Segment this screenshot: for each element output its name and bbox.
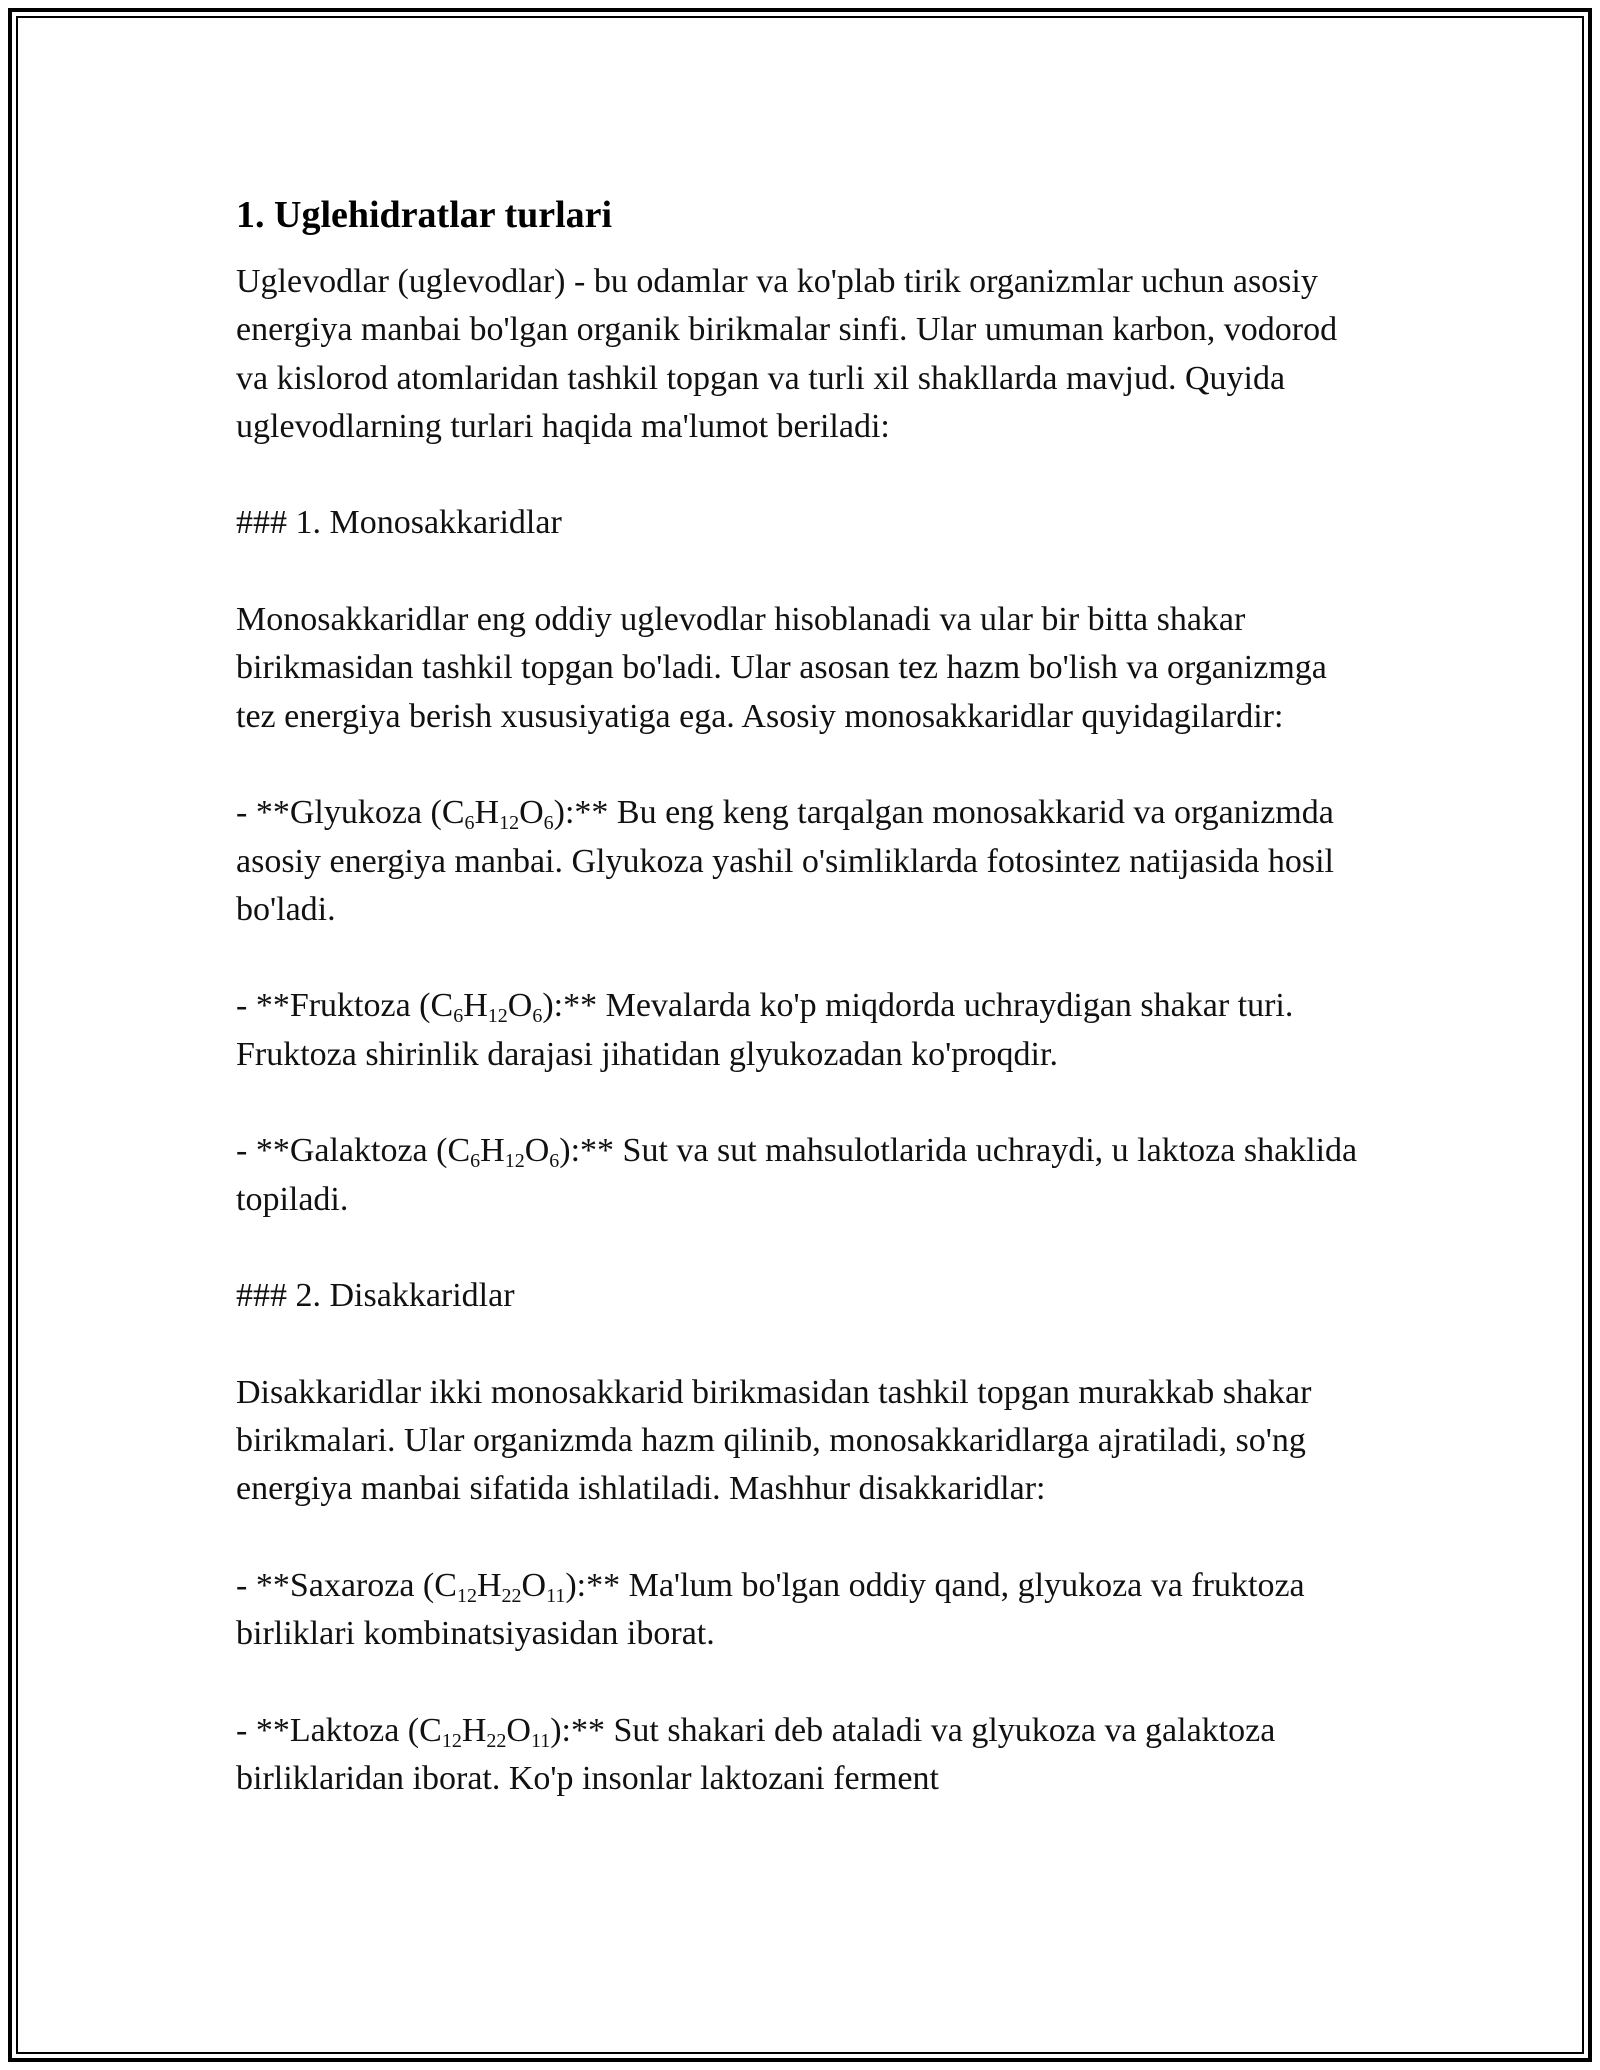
item-text: ):** Sut shakari deb ataladi va glyukoza va galaktoza birliklaridan iborat. Ko'p insonlar laktozani ferment xyxy=(236,1711,1276,1798)
list-item-fruktoza xyxy=(236,982,1366,1079)
item-prefix: - **Galaktoza ( xyxy=(236,1132,448,1170)
item-prefix: - **Laktoza ( xyxy=(236,1711,420,1749)
formula: $C_6H_{12}O_6$ xyxy=(441,794,554,835)
item-text: ):** Mevalarda ko'p miqdorda uchraydigan shakar turi. Fruktoza shirinlik darajasi jihatidan glyukozadan ko'proqdir. xyxy=(236,987,1294,1073)
list-item-glyukoza xyxy=(236,789,1366,934)
page-title: 1. Uglehidratlar turlari xyxy=(236,194,613,236)
formula: $C_6H_{12}O_6$ xyxy=(430,987,543,1028)
item-text: ):** Bu eng keng tarqalgan monosakkarid va organizmda asosiy energiya manbai. Glyukoza yashil o'simliklarda fotosintez natijasida hosil bo'ladi. xyxy=(236,794,1334,928)
item-prefix: - **Fruktoza ( xyxy=(236,987,431,1025)
section-heading-monosaccharides: ### 1. Monosakkaridlar xyxy=(236,504,562,542)
item-prefix: - **Glyukoza ( xyxy=(236,794,442,832)
list-item-saxaroza xyxy=(236,1562,1366,1659)
section-body-disaccharides: Disakkaridlar ikki monosakkarid birikmasidan tashkil topgan murakkab shakar birikmalari. Ular organizmda hazm qilinib, monosakkaridlarga ajratiladi, so'ng energiya manbai sifatida ishlatiladi. Mashhur disakkaridlar: xyxy=(236,1373,1312,1508)
formula: $C_6H_{12}O_6$ xyxy=(447,1132,560,1173)
intro-paragraph: Uglevodlar (uglevodlar) - bu odamlar va ko'plab tirik organizmlar uchun asosiy energiya manbai bo'lgan organik birikmalar sinfi. Ular umuman karbon, vodorod va kislorod atomlaridan tashkil topgan va turli xil shakllarda mavjud. Quyida uglevodlarning turlari haqida ma'lumot beriladi: xyxy=(236,263,1338,445)
list-item-galaktoza xyxy=(236,1127,1366,1224)
item-prefix: - **Saxaroza ( xyxy=(236,1567,435,1605)
section-heading-disaccharides: ### 2. Disakkaridlar xyxy=(236,1277,515,1315)
formula: $C_{12}H_{22}O_{11}$ xyxy=(419,1711,551,1752)
item-text: ):** Sut va sut mahsulotlarida uchraydi, u laktoza shaklida topiladi. xyxy=(236,1132,1358,1218)
formula: $C_{12}H_{22}O_{11}$ xyxy=(434,1567,566,1608)
section-body-monosaccharides: Monosakkaridlar eng oddiy uglevodlar hisoblanadi va ular bir bitta shakar birikmasidan tashkil topgan bo'ladi. Ular asosan tez hazm bo'lish va organizmga tez energiya berish xususiyatiga ega. Asosiy monosakkaridlar quyidagilardir: xyxy=(236,601,1327,735)
list-item-laktoza xyxy=(236,1707,1366,1804)
document-body xyxy=(236,188,1366,1804)
item-text: ):** Ma'lum bo'lgan oddiy qand, glyukoza va fruktoza birliklari kombinatsiyasidan iborat. xyxy=(236,1567,1305,1653)
